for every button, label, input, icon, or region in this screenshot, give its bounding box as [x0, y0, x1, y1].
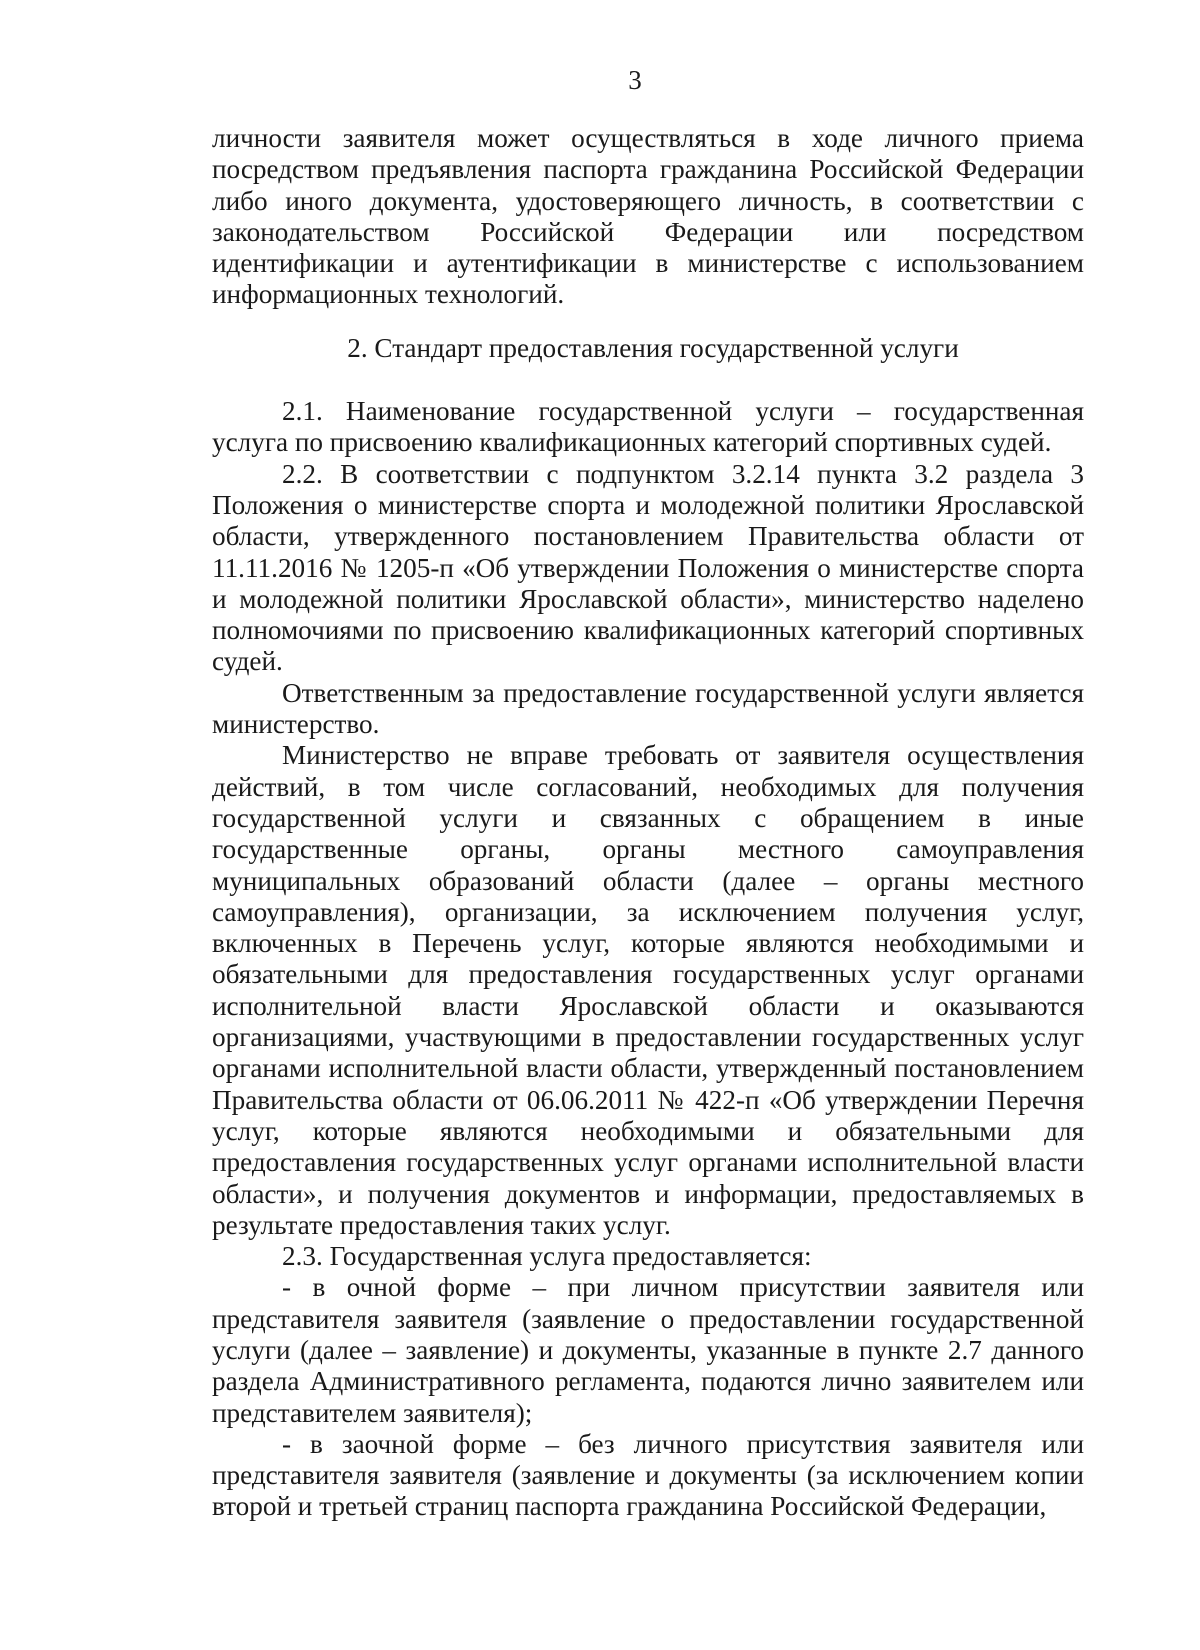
paragraph-continuation: личности заявителя может осуществляться в ходе личного приема посредством предъявления паспорта гражданина Российской Федерации либо иного документа, удостоверяющего личность, в соответствии с законодательством Российской Федерации или посредством идентификации и аутентификации в министерстве с использованием информационных технологий. — [212, 123, 1084, 310]
page-number: 3 — [628, 65, 642, 95]
paragraph-2-3: 2.3. Государственная услуга предоставляется: — [282, 1241, 812, 1272]
document-body — [212, 123, 1084, 1523]
paragraph-ministry-restrictions: Министерство не вправе требовать от заявителя осуществления действий, в том числе согласований, необходимых для получения государственной услуги и связанных с обращением в иные государственные органы, органы местного самоуправления муниципальных образований области (далее – органы местного самоуправления), организации, за исключением получения услуг, включенных в Перечень услуг, которые являются необходимыми и обязательными для предоставления государственных услуг органами исполнительной власти Ярославской области и оказываются организациями, участвующими в предоставлении государственных услуг органами исполнительной власти области, утвержденный постановлением Правительства области от 06.06.2011 № 422-п «Об утверждении Перечня услуг, которые являются необходимыми и обязательными для предоставления государственных услуг органами исполнительной власти области», и получения документов и информации, предоставляемых в результате предоставления таких услуг. — [212, 740, 1084, 1240]
section-title: 2. Стандарт предоставления государственной услуги — [347, 332, 959, 363]
paragraph-2-1: 2.1. Наименование государственной услуги – государственная услуга по присвоению квалификационных категорий спортивных судей. — [212, 396, 1084, 458]
paragraph-responsible: Ответственным за предоставление государственной услуги является министерство. — [212, 677, 1084, 740]
paragraph-2-2: 2.2. В соответствии с подпунктом 3.2.14 пункта 3.2 раздела 3 Положения о министерстве спорта и молодежной политики Ярославской области, утвержденного постановлением Правительства области от 11.11.2016 № 1205-п «Об утверждении Положения о министерстве спорта и молодежной политики Ярославской области», министерство наделено полномочиями по присвоению квалификационных категорий спортивных судей. — [212, 458, 1084, 677]
list-item-in-person: - в очной форме – при личном присутствии заявителя или представителя заявителя (заявление о предоставлении государственной услуги (далее – заявление) и документы, указанные в пункте 2.7 данного раздела Административного регламента, подаются лично заявителем или представителем заявителя); — [212, 1272, 1084, 1428]
list-item-remote: - в заочной форме – без личного присутствия заявителя или представителя заявителя (заявление и документы (за исключением копии второй и третьей страниц паспорта гражданина Российской Федерации, — [212, 1428, 1084, 1522]
